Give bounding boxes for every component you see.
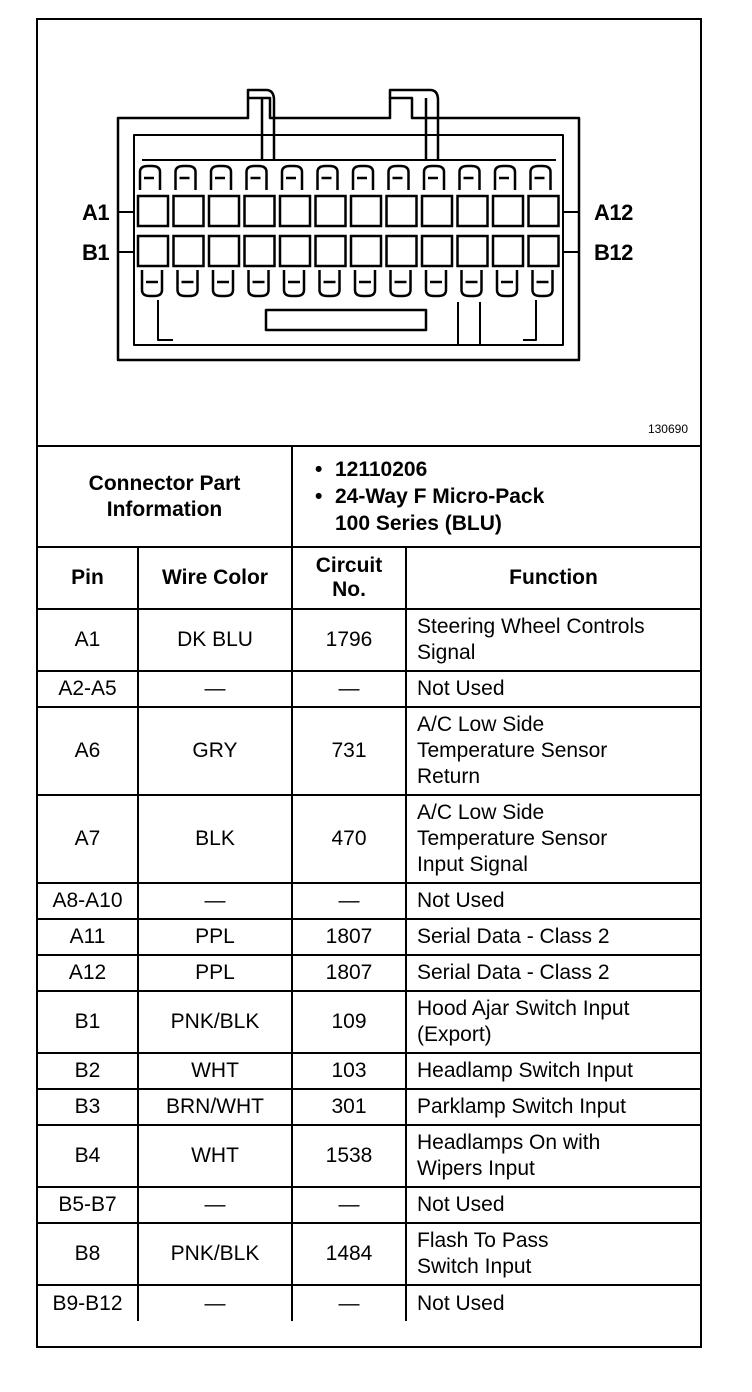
circuit-cell: — bbox=[292, 671, 406, 707]
function-cell bbox=[406, 991, 700, 1053]
header-wire-color: Wire Color bbox=[138, 547, 292, 609]
wire-color-cell: — bbox=[138, 1285, 292, 1321]
function-cell bbox=[406, 609, 700, 671]
wire-color-cell: DK BLU bbox=[138, 609, 292, 671]
cavity-a bbox=[174, 196, 204, 226]
circuit-cell: 109 bbox=[292, 991, 406, 1053]
header-circuit-line2: No. bbox=[332, 578, 366, 601]
table-row bbox=[38, 1223, 700, 1285]
circuit-cell: 1796 bbox=[292, 609, 406, 671]
circuit-cell: 301 bbox=[292, 1089, 406, 1125]
terminal-top bbox=[247, 166, 267, 190]
pin-label-a12: A12 bbox=[594, 200, 633, 225]
terminal-bottom bbox=[213, 270, 233, 296]
pin-cell: A2-A5 bbox=[38, 671, 138, 707]
function-line: Signal bbox=[417, 641, 476, 664]
function-line: A/C Low Side bbox=[417, 713, 545, 736]
function-cell bbox=[406, 795, 700, 883]
table-row bbox=[38, 671, 700, 707]
cavity-b bbox=[209, 236, 239, 266]
pin-cell: B3 bbox=[38, 1089, 138, 1125]
function-line: Not Used bbox=[417, 677, 505, 700]
pin-label-b12: B12 bbox=[594, 240, 633, 265]
function-cell bbox=[406, 955, 700, 991]
header-pin: Pin bbox=[38, 547, 138, 609]
pin-cell: B2 bbox=[38, 1053, 138, 1089]
header-circuit-line1: Circuit bbox=[315, 554, 383, 577]
cavity-b bbox=[493, 236, 523, 266]
connector-info-title bbox=[38, 447, 292, 547]
cavity-a bbox=[529, 196, 559, 226]
function-cell bbox=[406, 1285, 700, 1321]
connector-info-row bbox=[38, 447, 700, 547]
table-row bbox=[38, 795, 700, 883]
circuit-cell: 103 bbox=[292, 1053, 406, 1089]
terminal-top bbox=[353, 166, 373, 190]
terminal-bottom bbox=[391, 270, 411, 296]
cavity-a bbox=[387, 196, 417, 226]
terminal-bottom bbox=[178, 270, 198, 296]
terminal-top bbox=[389, 166, 409, 190]
pin-cell: B5-B7 bbox=[38, 1187, 138, 1223]
circuit-cell: 1484 bbox=[292, 1223, 406, 1285]
function-cell bbox=[406, 707, 700, 795]
terminal-bottom bbox=[142, 270, 162, 296]
table-row bbox=[38, 1187, 700, 1223]
cavity-a bbox=[316, 196, 346, 226]
circuit-cell: 1807 bbox=[292, 919, 406, 955]
function-line: A/C Low Side bbox=[417, 801, 545, 824]
pin-label-b1: B1 bbox=[82, 240, 110, 265]
function-line: Switch Input bbox=[417, 1255, 532, 1278]
circuit-cell: 470 bbox=[292, 795, 406, 883]
table-row bbox=[38, 1089, 700, 1125]
circuit-cell: 731 bbox=[292, 707, 406, 795]
cavity-a bbox=[458, 196, 488, 226]
cavity-a bbox=[422, 196, 452, 226]
terminal-top bbox=[460, 166, 480, 190]
cavity-b bbox=[174, 236, 204, 266]
header-function: Function bbox=[406, 547, 700, 609]
table-row bbox=[38, 1053, 700, 1089]
table-row bbox=[38, 609, 700, 671]
right-latch bbox=[390, 90, 438, 160]
pin-cell: A8-A10 bbox=[38, 883, 138, 919]
function-cell bbox=[406, 1223, 700, 1285]
wire-color-cell: — bbox=[138, 883, 292, 919]
terminal-bottom bbox=[355, 270, 375, 296]
circuit-cell: — bbox=[292, 883, 406, 919]
function-cell bbox=[406, 1089, 700, 1125]
wire-color-cell: WHT bbox=[138, 1125, 292, 1187]
pin-cell: B8 bbox=[38, 1223, 138, 1285]
function-line: Wipers Input bbox=[417, 1157, 535, 1180]
function-line: Return bbox=[417, 765, 481, 788]
pin-cell: A12 bbox=[38, 955, 138, 991]
cavity-b bbox=[245, 236, 275, 266]
wire-color-cell: WHT bbox=[138, 1053, 292, 1089]
terminal-top bbox=[495, 166, 515, 190]
function-line: Temperature Sensor bbox=[417, 827, 608, 850]
terminal-top bbox=[211, 166, 231, 190]
terminal-top bbox=[176, 166, 196, 190]
function-line: (Export) bbox=[417, 1023, 492, 1046]
function-line: Serial Data - Class 2 bbox=[417, 925, 610, 948]
pin-cell: A7 bbox=[38, 795, 138, 883]
pin-cell: A6 bbox=[38, 707, 138, 795]
cavity-b bbox=[316, 236, 346, 266]
wire-color-cell: PPL bbox=[138, 919, 292, 955]
wire-color-cell: BRN/WHT bbox=[138, 1089, 292, 1125]
connector-description-line1: 24-Way F Micro-Pack bbox=[335, 485, 545, 508]
cavity-b bbox=[422, 236, 452, 266]
figure-number: 130690 bbox=[647, 422, 688, 436]
table-row bbox=[38, 707, 700, 795]
pinout-table bbox=[38, 447, 700, 1321]
circuit-cell: 1807 bbox=[292, 955, 406, 991]
terminal-top bbox=[140, 166, 160, 190]
circuit-cell: 1538 bbox=[292, 1125, 406, 1187]
header-row bbox=[38, 547, 700, 609]
wire-color-cell: — bbox=[138, 671, 292, 707]
terminal-top bbox=[424, 166, 444, 190]
wire-color-cell: PPL bbox=[138, 955, 292, 991]
terminal-top bbox=[282, 166, 302, 190]
terminal-bottom bbox=[249, 270, 269, 296]
key-slot bbox=[266, 310, 426, 330]
terminal-bottom bbox=[533, 270, 553, 296]
cavity-b bbox=[458, 236, 488, 266]
function-line: Not Used bbox=[417, 1291, 505, 1315]
cavity-b bbox=[351, 236, 381, 266]
table-row bbox=[38, 1125, 700, 1187]
function-line: Hood Ajar Switch Input bbox=[417, 997, 630, 1020]
cavity-a bbox=[280, 196, 310, 226]
function-line: Not Used bbox=[417, 1193, 505, 1216]
table-row bbox=[38, 1285, 700, 1321]
function-line: Steering Wheel Controls bbox=[417, 615, 645, 638]
cavity-b bbox=[529, 236, 559, 266]
cavity-b bbox=[387, 236, 417, 266]
connector-info-details bbox=[292, 447, 700, 547]
function-cell bbox=[406, 1125, 700, 1187]
pin-cell: B9-B12 bbox=[38, 1285, 138, 1321]
function-cell bbox=[406, 1053, 700, 1089]
function-line: Temperature Sensor bbox=[417, 739, 608, 762]
function-line: Not Used bbox=[417, 889, 505, 912]
function-cell bbox=[406, 919, 700, 955]
circuit-cell: — bbox=[292, 1285, 406, 1321]
terminal-bottom bbox=[284, 270, 304, 296]
pin-label-a1: A1 bbox=[82, 200, 110, 225]
connector-description bbox=[335, 483, 694, 537]
connector-figure bbox=[38, 20, 700, 447]
pin-cell: A1 bbox=[38, 609, 138, 671]
connector-sheet bbox=[36, 18, 702, 1348]
terminal-top bbox=[531, 166, 551, 190]
wire-color-cell: PNK/BLK bbox=[138, 1223, 292, 1285]
cavity-a bbox=[209, 196, 239, 226]
wire-color-cell: PNK/BLK bbox=[138, 991, 292, 1053]
cavity-b bbox=[280, 236, 310, 266]
cavity-a bbox=[138, 196, 168, 226]
table-row bbox=[38, 991, 700, 1053]
cavity-b bbox=[138, 236, 168, 266]
pin-cell: A11 bbox=[38, 919, 138, 955]
terminal-bottom bbox=[462, 270, 482, 296]
circuit-cell: — bbox=[292, 1187, 406, 1223]
part-number: • 12110206 bbox=[335, 456, 694, 483]
terminal-top bbox=[318, 166, 338, 190]
pin-cell: B4 bbox=[38, 1125, 138, 1187]
function-line: Headlamps On with bbox=[417, 1131, 601, 1154]
table-row bbox=[38, 919, 700, 955]
function-line: Input Signal bbox=[417, 853, 528, 876]
wire-color-cell: BLK bbox=[138, 795, 292, 883]
function-line: Parklamp Switch Input bbox=[417, 1095, 626, 1118]
table-row bbox=[38, 883, 700, 919]
function-line: Serial Data - Class 2 bbox=[417, 961, 610, 984]
connector-description-line2: 100 Series (BLU) bbox=[335, 512, 502, 535]
function-cell bbox=[406, 671, 700, 707]
cavity-a bbox=[245, 196, 275, 226]
cavity-a bbox=[351, 196, 381, 226]
function-cell bbox=[406, 1187, 700, 1223]
terminal-bottom bbox=[426, 270, 446, 296]
connector-info-title-line1: Connector Part bbox=[88, 471, 241, 495]
wire-color-cell: GRY bbox=[138, 707, 292, 795]
pin-cell: B1 bbox=[38, 991, 138, 1053]
function-line: Headlamp Switch Input bbox=[417, 1059, 633, 1082]
function-cell bbox=[406, 883, 700, 919]
connector-housing-outline bbox=[118, 98, 579, 360]
table-row bbox=[38, 955, 700, 991]
terminal-bottom bbox=[497, 270, 517, 296]
function-line: Flash To Pass bbox=[417, 1229, 549, 1252]
connector-diagram bbox=[38, 20, 700, 445]
wire-color-cell: — bbox=[138, 1187, 292, 1223]
terminal-bottom bbox=[320, 270, 340, 296]
cavity-a bbox=[493, 196, 523, 226]
header-circuit bbox=[292, 547, 406, 609]
connector-info-title-line2: Information bbox=[106, 497, 223, 521]
